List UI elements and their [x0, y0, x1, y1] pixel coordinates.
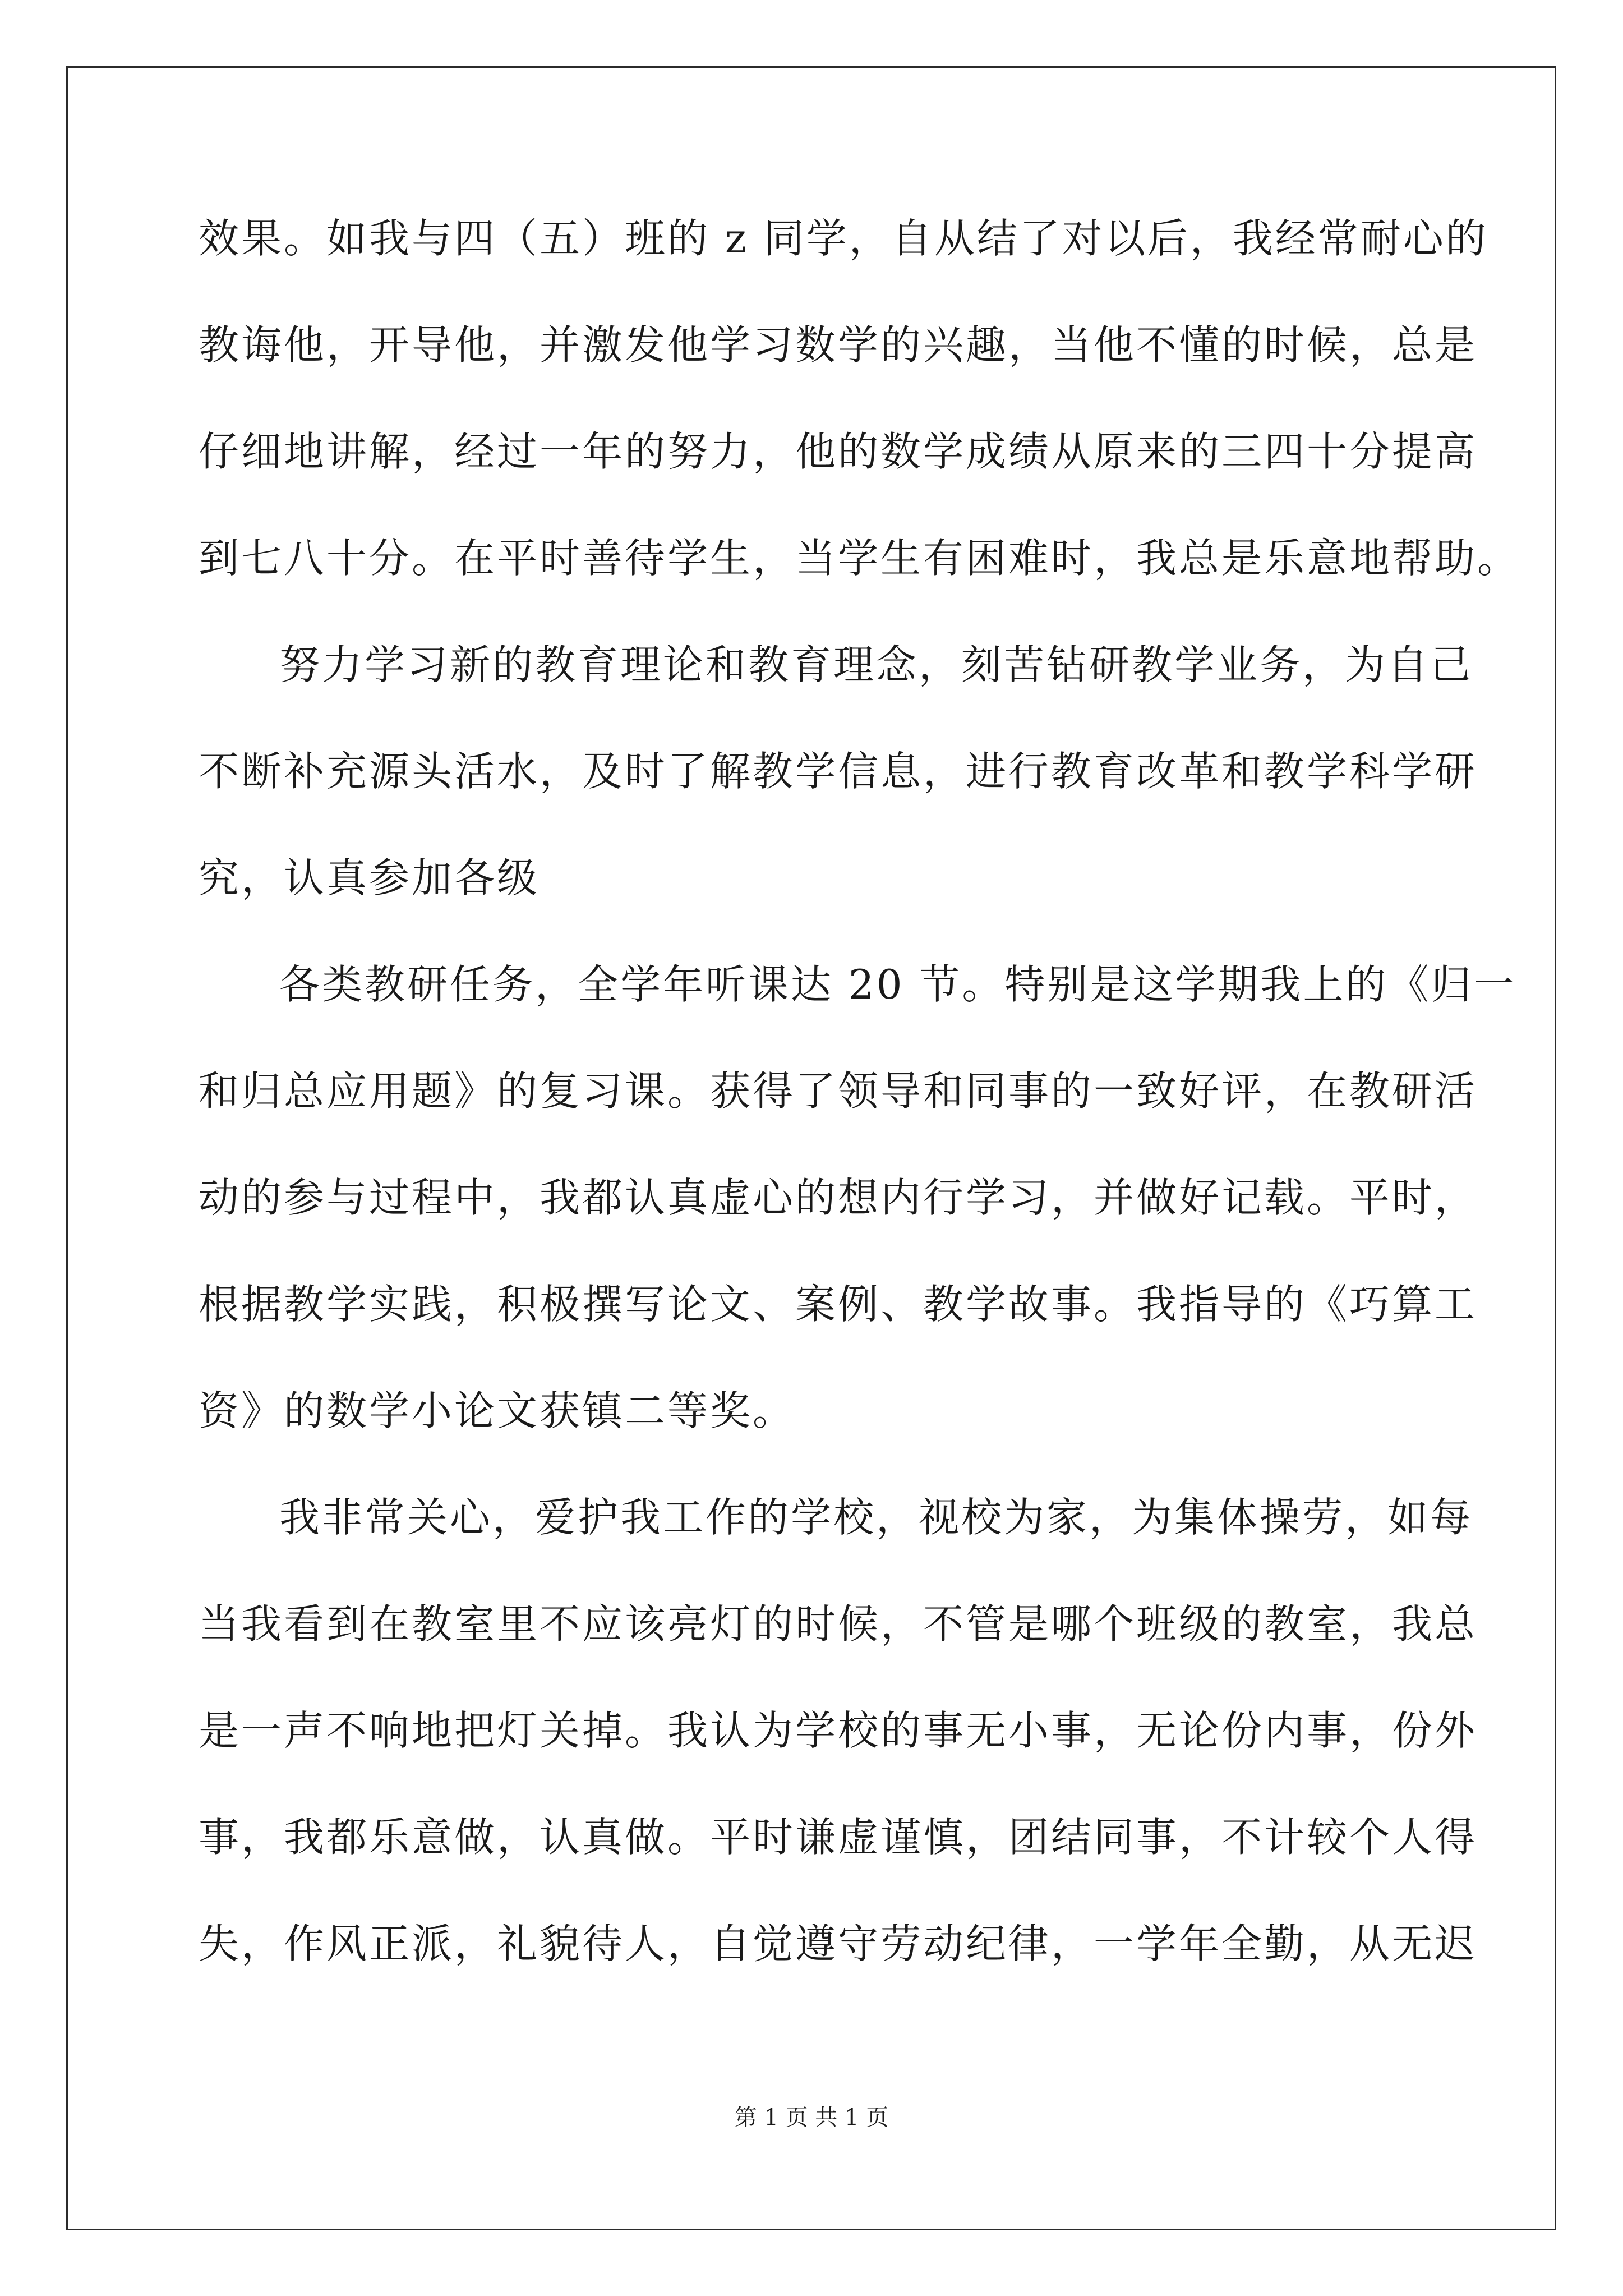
text-line: 和归总应用题》的复习课。获得了领导和同事的一致好评，在教研活	[199, 1068, 1478, 1115]
page-border	[66, 66, 1556, 2230]
text-line: 资》的数学小论文获镇二等奖。	[199, 1387, 796, 1434]
text-line: 到七八十分。在平时善待学生，当学生有困难时，我总是乐意地帮助。	[199, 535, 1520, 582]
text-line: 根据教学实践，积极撰写论文、案例、教学故事。我指导的《巧算工	[199, 1281, 1478, 1328]
text-line: 失，作风正派，礼貌待人，自觉遵守劳动纪律，一学年全勤，从无迟	[199, 1920, 1478, 1967]
paragraph-start-line: 努力学习新的教育理论和教育理念，刻苦钻研教学业务，为自己	[279, 641, 1473, 688]
text-line: 仔细地讲解，经过一年的努力，他的数学成绩从原来的三四十分提高	[199, 428, 1478, 475]
paragraph-start-line: 我非常关心，爱护我工作的学校，视校为家，为集体操劳，如每	[279, 1494, 1473, 1541]
text-line: 当我看到在教室里不应该亮灯的时候，不管是哪个班级的教室，我总	[199, 1600, 1478, 1648]
text-line: 是一声不响地把灯关掉。我认为学校的事无小事，无论份内事，份外	[199, 1707, 1478, 1754]
text-line: 事，我都乐意做，认真做。平时谦虚谨慎，团结同事，不计较个人得	[199, 1814, 1478, 1861]
text-line: 教诲他，开导他，并激发他学习数学的兴趣，当他不懂的时候，总是	[199, 321, 1478, 369]
text-line: 效果。如我与四（五）班的 z 同学，自从结了对以后，我经常耐心的	[199, 215, 1488, 262]
paragraph-start-line: 各类教研任务，全学年听课达 20 节。特别是这学期我上的《归一	[279, 961, 1516, 1008]
page-number-footer: 第 1 页 共 1 页	[734, 2105, 889, 2131]
text-line: 不断补充源头活水，及时了解教学信息，进行教育改革和教学科学研	[199, 748, 1478, 795]
text-line: 究，认真参加各级	[199, 854, 540, 901]
text-line: 动的参与过程中，我都认真虚心的想内行学习，并做好记载。平时，	[199, 1174, 1478, 1221]
